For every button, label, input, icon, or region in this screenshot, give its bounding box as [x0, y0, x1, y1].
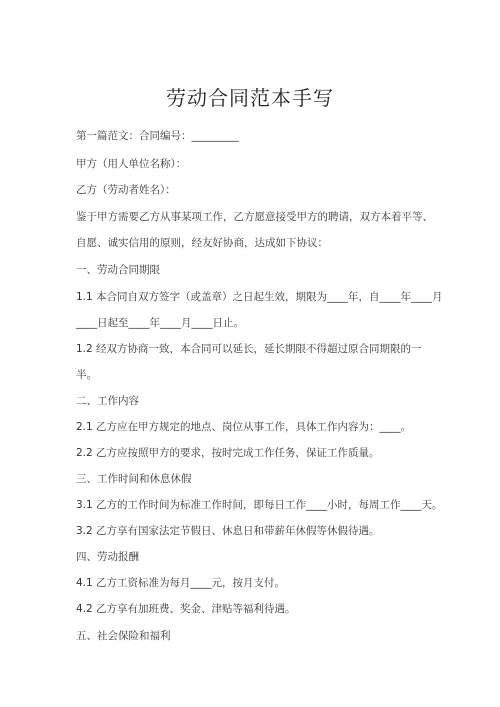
section-heading-3: 三、工作时间和休息休假: [76, 473, 192, 485]
clause-3-2: 3.2 乙方享有国家法定节假日、休息日和带薪年休假等休假待遇。: [76, 525, 380, 537]
clause-4-1: 4.1 乙方工资标准为每月____元，按月支付。: [76, 577, 286, 589]
clause-2-2: 2.2 乙方应按照甲方的要求，按时完成工作任务，保证工作质量。: [76, 447, 380, 459]
document-title: 劳动合同范本手写: [166, 86, 334, 110]
section-heading-2: 二、工作内容: [76, 395, 139, 407]
clause-4-2: 4.2 乙方享有加班费、奖金、津贴等福利待遇。: [76, 603, 296, 615]
section-heading-4: 四、劳动报酬: [76, 551, 139, 563]
clause-3-1: 3.1 乙方的工作时间为标准工作时间，即每日工作____小时，每周工作____天。: [76, 499, 443, 511]
clause-2-1: 2.1 乙方应在甲方规定的地点、岗位从事工作，具体工作内容为：____。: [76, 421, 412, 433]
section-heading-5: 五、社会保险和福利: [76, 630, 171, 642]
party-a-line: 甲方（用人单位名称）：: [76, 158, 187, 170]
party-b-line: 乙方（劳动者姓名）：: [76, 184, 176, 196]
preamble-line-2: 自愿、诚实信用的原则，经友好协商，达成如下协议：: [76, 237, 328, 249]
clause-1-1-line-2: ____日起至____年____月____日止。: [76, 317, 244, 329]
clause-1-2-line-2: 半。: [76, 369, 97, 381]
clause-1-1-line-1: 1.1 本合同自双方签字（或盖章）之日起生效，期限为____年，自____年____月: [76, 291, 443, 303]
preamble-line-1: 鉴于甲方需要乙方从事某项工作，乙方愿意接受甲方的聘请，双方本着平等、: [76, 211, 433, 223]
section-heading-1: 一、劳动合同期限: [76, 264, 160, 276]
clause-1-2-line-1: 1.2 经双方协商一致，本合同可以延长，延长期限不得超过原合同期限的一: [76, 343, 422, 355]
contract-number-line: 第一篇范文：合同编号：_________: [76, 130, 239, 142]
